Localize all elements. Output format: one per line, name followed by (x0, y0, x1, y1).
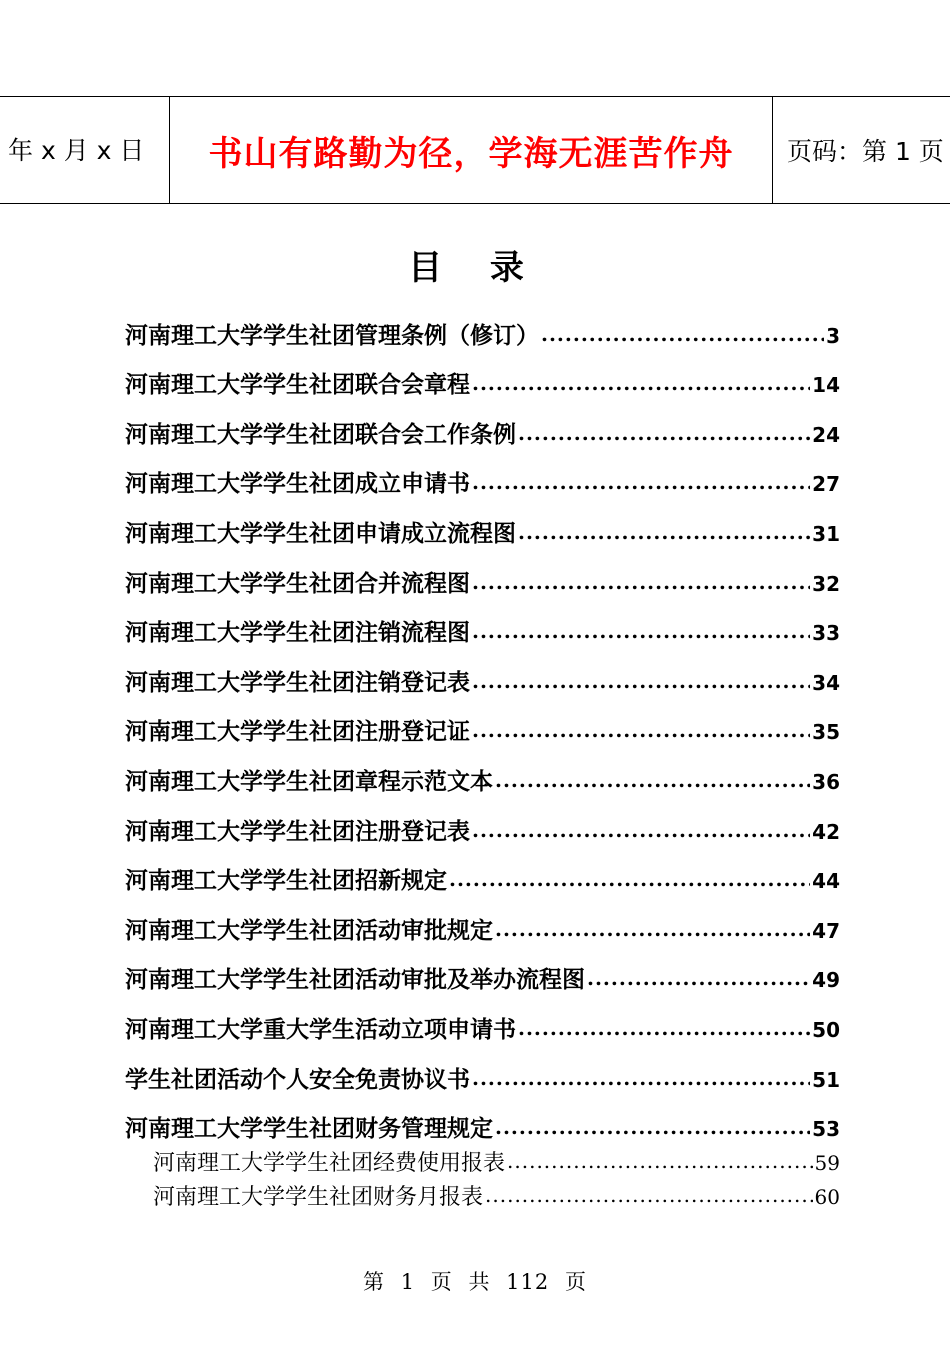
toc-entry-title: 河南理工大学学生社团联合会工作条例 (125, 421, 516, 448)
toc-entry-title: 河南理工大学学生社团财务月报表 (153, 1185, 484, 1211)
toc-entry-page: 44 (812, 869, 840, 894)
toc-entry[interactable] (125, 647, 840, 697)
footer-total-pages: 112 (506, 1270, 550, 1294)
toc-entry[interactable] (125, 399, 840, 449)
table-of-contents (125, 300, 840, 1211)
toc-entry-title: 学生社团活动个人安全免责协议书 (125, 1066, 470, 1093)
toc-entry-page: 47 (812, 918, 840, 943)
page-header (0, 96, 950, 204)
toc-entry[interactable] (125, 796, 840, 846)
toc-entry-title: 河南理工大学学生社团注销登记表 (125, 669, 470, 696)
toc-title: 目 录 (408, 248, 542, 288)
toc-entry-page: 53 (812, 1117, 840, 1142)
page-footer (0, 1266, 950, 1296)
toc-entry-page: 32 (812, 571, 840, 596)
toc-entry-page: 33 (812, 621, 840, 646)
toc-entry[interactable] (125, 994, 840, 1044)
toc-entry-page: 35 (812, 720, 840, 745)
toc-leader-dots (495, 917, 810, 941)
toc-leader-dots (472, 718, 810, 742)
toc-entry-title: 河南理工大学学生社团注册登记证 (125, 719, 470, 746)
toc-leader-dots (472, 619, 810, 643)
toc-entry[interactable] (125, 1044, 840, 1094)
toc-entry-page: 3 (826, 323, 840, 348)
toc-entry-page: 60 (814, 1185, 840, 1210)
toc-entry[interactable] (125, 895, 840, 945)
toc-leader-dots (472, 371, 810, 395)
toc-leader-dots (485, 1183, 813, 1207)
toc-entry-title: 河南理工大学学生社团成立申请书 (125, 471, 470, 498)
toc-entry[interactable] (125, 498, 840, 548)
toc-entry-page: 31 (812, 521, 840, 546)
toc-entry-title: 河南理工大学学生社团章程示范文本 (125, 768, 493, 795)
toc-entry-page: 51 (812, 1067, 840, 1092)
footer-page-unit: 页 (430, 1270, 453, 1294)
footer-total-unit: 页 (564, 1270, 587, 1294)
toc-entry-title: 河南理工大学学生社团招新规定 (125, 868, 447, 895)
toc-leader-dots (472, 570, 810, 594)
toc-entry[interactable] (125, 598, 840, 648)
toc-entry[interactable] (125, 300, 840, 350)
toc-entry-page: 34 (812, 670, 840, 695)
toc-leader-dots (518, 421, 810, 445)
header-date: 年 x 月 x 日 (0, 97, 170, 203)
toc-entry-title: 河南理工大学学生社团活动审批及举办流程图 (125, 967, 585, 994)
toc-leader-dots (507, 1149, 813, 1173)
toc-leader-dots (518, 1016, 810, 1040)
toc-entry[interactable] (125, 1094, 840, 1144)
toc-entry-title: 河南理工大学学生社团注册登记表 (125, 818, 470, 845)
toc-entry-page: 59 (814, 1151, 840, 1176)
toc-leader-dots (472, 669, 810, 693)
toc-leader-dots (495, 1115, 810, 1139)
toc-entry-title: 河南理工大学学生社团申请成立流程图 (125, 520, 516, 547)
toc-entry[interactable] (125, 350, 840, 400)
footer-current-page: 1 (400, 1270, 416, 1294)
toc-entry-title: 河南理工大学学生社团注销流程图 (125, 620, 470, 647)
toc-entry-title: 河南理工大学学生社团联合会章程 (125, 372, 470, 399)
toc-entry-title: 河南理工大学学生社团经费使用报表 (153, 1151, 506, 1177)
toc-entry[interactable] (125, 548, 840, 598)
toc-entry-title: 河南理工大学学生社团合并流程图 (125, 570, 470, 597)
header-page-number: 页码：第 1 页 (787, 137, 944, 166)
toc-entry-page: 24 (812, 422, 840, 447)
toc-leader-dots (472, 818, 810, 842)
toc-entry[interactable] (125, 697, 840, 747)
toc-leader-dots (518, 520, 810, 544)
toc-entry-page: 42 (812, 819, 840, 844)
toc-entry[interactable] (125, 945, 840, 995)
footer-total-word: 共 (468, 1270, 491, 1294)
toc-leader-dots (495, 768, 810, 792)
footer-page-word: 第 (363, 1270, 386, 1294)
toc-entry-title: 河南理工大学重大学生活动立项申请书 (125, 1016, 516, 1043)
toc-leader-dots (449, 867, 810, 891)
toc-entry[interactable] (125, 846, 840, 896)
toc-leader-dots (472, 470, 810, 494)
toc-leader-dots (587, 966, 810, 990)
toc-entry[interactable] (125, 1177, 840, 1211)
toc-entry[interactable] (125, 1143, 840, 1177)
toc-entry-title: 河南理工大学学生社团活动审批规定 (125, 917, 493, 944)
toc-entry-page: 14 (812, 373, 840, 398)
toc-entry[interactable] (125, 449, 840, 499)
toc-entry-page: 49 (812, 968, 840, 993)
header-motto: 书山有路勤为径，学海无涯苦作舟 (170, 97, 773, 203)
toc-leader-dots (541, 322, 824, 346)
toc-entry-page: 36 (812, 769, 840, 794)
toc-leader-dots (472, 1066, 810, 1090)
toc-entry-title: 河南理工大学学生社团财务管理规定 (125, 1116, 493, 1143)
toc-entry-title: 河南理工大学学生社团管理条例（修订） (125, 322, 539, 349)
toc-entry[interactable] (125, 746, 840, 796)
toc-entry-page: 27 (812, 472, 840, 497)
toc-entry-page: 50 (812, 1017, 840, 1042)
